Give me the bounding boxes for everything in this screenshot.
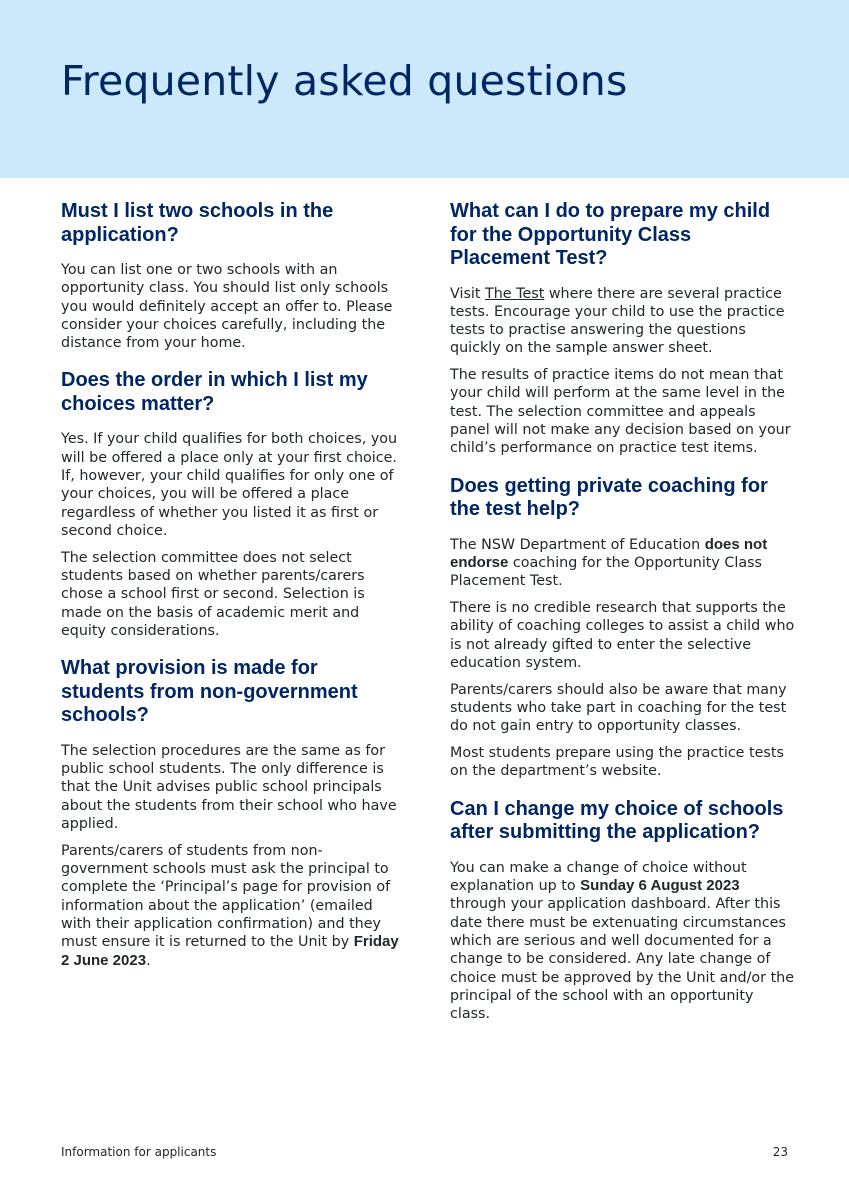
deadline-date: Friday 2 June 2023: [61, 933, 399, 969]
faq-question: Must I list two schools in the application?: [61, 200, 334, 246]
faq-answer: [450, 536, 795, 591]
faq-coaching: [450, 475, 795, 781]
faq-answer: There is no credible research that supports the ability of coaching colleges to assist a child who is not already gifted to enter the selective education system.: [450, 600, 795, 671]
faq-answer: The selection committee does not select students based on whether parents/carers chose a school first or second. Selection is made on the basis of academic merit and equity considerations.: [61, 549, 365, 639]
left-column: [61, 200, 406, 987]
page-number: 23: [772, 1145, 788, 1159]
right-column: [450, 200, 795, 1040]
faq-question: What provision is made for students from non-government schools?: [61, 657, 358, 727]
the-test-link[interactable]: The Test: [485, 285, 545, 302]
page-title: Frequently asked questions: [61, 57, 628, 105]
deadline-date: Sunday 6 August 2023: [580, 877, 740, 895]
footer-label: Information for applicants: [61, 1145, 217, 1159]
faq-answer: [450, 859, 795, 1024]
faq-answer: The results of practice items do not mean that your child will perform at the same level in the test. The selection committee and appeals panel will not make any decision based on your child’s performance on practice test items.: [450, 367, 791, 457]
title-banner: [0, 0, 849, 178]
faq-answer: Yes. If your child qualifies for both choices, you will be offered a place only at your first choice. If, however, your child qualifies for only one of your choices, you will be offered a place regardless of whether you listed it as first or second choice.: [61, 431, 398, 539]
faq-two-schools: [61, 200, 406, 352]
faq-choice-order: [61, 369, 406, 640]
answer-text: Parents/carers of students from non-government schools must ask the principal to complete the ‘Principal’s page for provision of information about the application’ (emailed with their application confirmation) and they must ensure it is returned to the Unit by: [61, 842, 391, 951]
faq-answer: [450, 285, 795, 358]
answer-text: Visit: [450, 285, 486, 302]
faq-change-choice: [450, 798, 795, 1024]
emphasis-text: does not endorse: [450, 535, 768, 571]
faq-question: Does getting private coaching for the test help?: [450, 474, 768, 521]
answer-text: coaching for the Opportunity Class Placement Test.: [450, 554, 763, 590]
faq-question: Can I change my choice of schools after submitting the application?: [450, 797, 784, 844]
answer-text: The NSW Department of Education: [450, 536, 705, 553]
answer-text: through your application dashboard. After this date there must be extenuating circumstances which are serious and well documented for a change to be considered. Any late change of choice must be approved by the Unit and/or the principal of the school with an opportunity class.: [450, 896, 795, 1023]
faq-answer: [61, 842, 406, 970]
faq-answer: The selection procedures are the same as for public school students. The only difference is that the Unit advises public school principals about the students from their school who have applied.: [61, 742, 397, 832]
answer-text: where there are several practice tests. Encourage your child to use the practice tests to practise answering the questions quickly on the sample answer sheet.: [450, 285, 785, 357]
answer-end: .: [146, 952, 151, 969]
faq-answer: Parents/carers should also be aware that many students who take part in coaching for the test do not gain entry to opportunity classes.: [450, 681, 787, 735]
faq-answer: Most students prepare using the practice tests on the department’s website.: [450, 745, 784, 780]
faq-question: What can I do to prepare my child for the Opportunity Class Placement Test?: [450, 200, 771, 269]
faq-question: Does the order in which I list my choices matter?: [61, 369, 368, 415]
faq-non-government: [61, 657, 406, 970]
faq-prepare: [450, 200, 795, 458]
faq-answer: You can list one or two schools with an opportunity class. You should list only schools you would definitely accept an offer to. Please consider your choices carefully, including the distance from your home.: [61, 262, 393, 352]
answer-text: You can make a change of choice without explanation up to: [450, 859, 747, 895]
